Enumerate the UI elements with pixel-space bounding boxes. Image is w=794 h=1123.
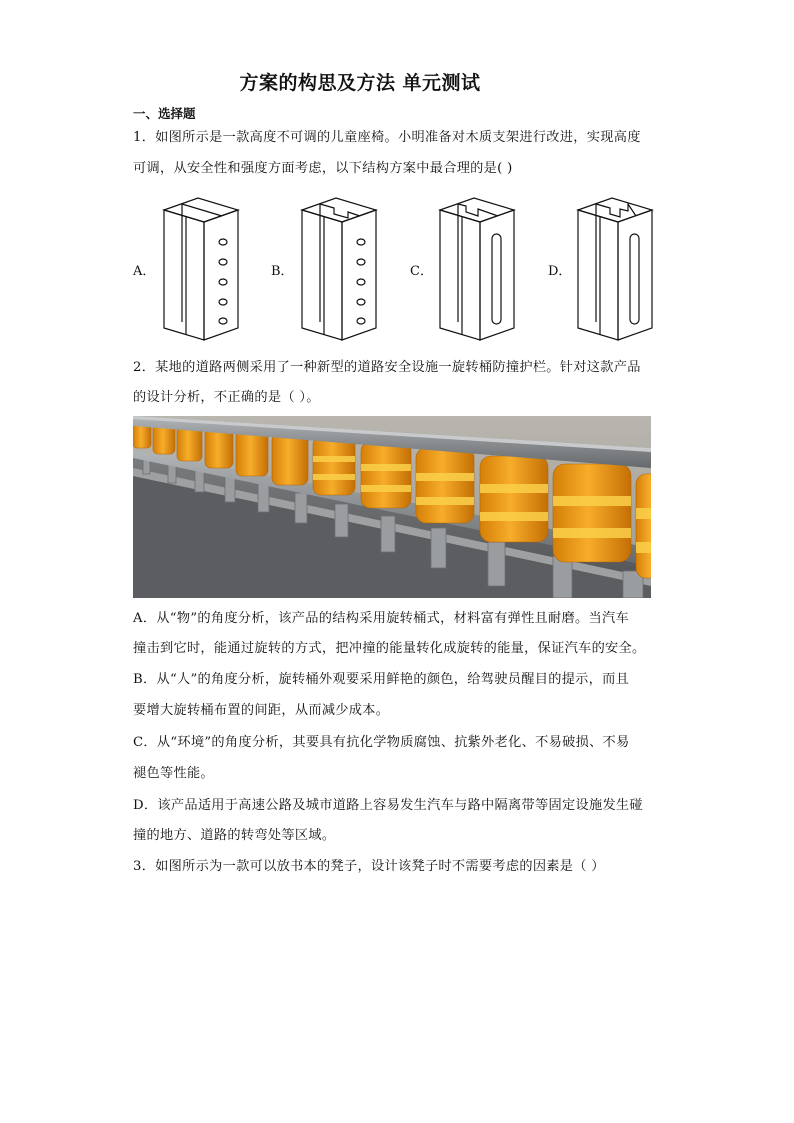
q2-line-2: 的设计分析，不正确的是（ ）。	[133, 390, 320, 405]
q2-option-d-line-1: D．该产品适用于高速公路及城市道路上容易发生汽车与路中隔离带等固定设施发生碰	[133, 798, 643, 813]
q2-option-b-line-1: B．从“人”的角度分析，旋转桶外观要采用鲜艳的颜色，给驾驶员醒目的提示，而且	[133, 672, 630, 687]
q1-option-a-label: A．	[133, 264, 156, 279]
q2-option-b-line-2: 要增大旋转桶布置的间距，从而减少成本。	[133, 703, 390, 718]
q1-figure-b	[298, 196, 380, 342]
q2-option-c-line-1: C．从“环境”的角度分析，其要具有抗化学物质腐蚀、抗紫外老化、不易破损、不易	[133, 735, 630, 750]
q2-option-a-line-2: 撞击到它时，能通过旋转的方式，把冲撞的能量转化成旋转的能量，保证汽车的安全。	[133, 641, 646, 656]
guardrail-photo	[133, 416, 651, 598]
q1-figure-a	[160, 196, 242, 342]
q3-line-1: 3．如图所示为一款可以放书本的凳子，设计该凳子时不需要考虑的因素是（ ）	[133, 859, 605, 874]
q2-option-a-line-1: A．从“物”的角度分析，该产品的结构采用旋转桶式，材料富有弹性且耐磨。当汽车	[133, 611, 629, 626]
q2-option-c-line-2: 褪色等性能。	[133, 766, 214, 781]
q1-option-b-label: B．	[271, 264, 294, 279]
q1-option-c-label: C．	[410, 264, 433, 279]
q1-option-d-label: D．	[548, 264, 572, 279]
q2-line-1: 2．某地的道路两侧采用了一种新型的道路安全设施一旋转桶防撞护栏。针对这款产品	[133, 360, 641, 375]
q1-figure-c	[436, 196, 518, 342]
q1-line-2: 可调，从安全性和强度方面考虑，以下结构方案中最合理的是( )	[133, 161, 513, 176]
q1-line-1: 1．如图所示是一款高度不可调的儿童座椅。小明准备对木质支架进行改进，实现高度	[133, 130, 641, 145]
q1-figure-d	[574, 196, 656, 342]
q2-option-d-line-2: 撞的地方、道路的转弯处等区域。	[133, 828, 336, 843]
page-title: 方案的构思及方法 单元测试	[239, 72, 481, 94]
section-heading: 一、选择题	[133, 106, 196, 121]
